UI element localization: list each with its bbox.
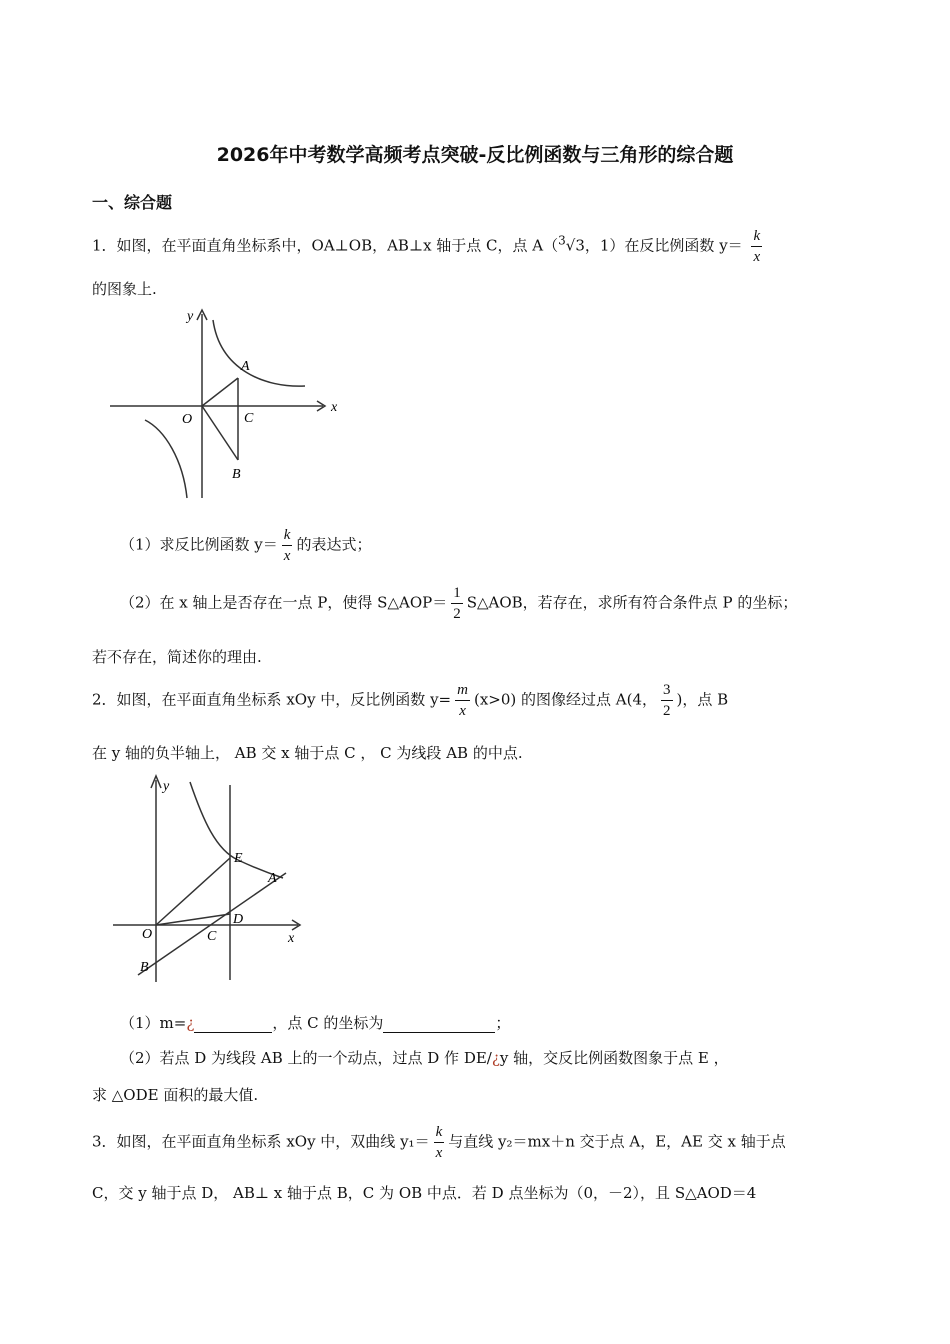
section-heading: 一、综合题	[92, 193, 173, 212]
q2-fraction: $\frac{m}{x}$	[457, 682, 468, 719]
q1-part2-cont: 若不存在，简述你的理由.	[92, 648, 262, 666]
page-title: 2026年中考数学高频考点突破-反比例函数与三角形的综合题	[216, 144, 734, 166]
q1-p2-fraction: $\frac{1}{2}$	[453, 585, 461, 622]
q1-part2: （2）在 x 轴上是否存在一点 P，使得 S△AOP＝ $\frac{1}{2}$ S△AOB，若存在，求所有符合条件点 P 的坐标；	[120, 585, 798, 622]
fig1-c-label: C	[244, 411, 254, 426]
q1-line2: 的图象上.	[92, 280, 157, 298]
q3-line2: C，交 y 轴于点 D， AB⊥ x 轴于点 B，C 为 OB 中点．若 D 点坐标为（0，－2），且 S△AOD＝4	[92, 1184, 757, 1202]
fig2-e-label: E	[234, 851, 243, 866]
q1-part1: （1）求反比例函数 y＝ $\frac{k}{x}$ 的表达式；	[120, 527, 372, 564]
fig1-a-label: A	[241, 359, 250, 374]
fig2-o-label: O	[142, 927, 153, 942]
q2-a-fraction: $\frac{3}{2}$	[663, 682, 671, 719]
q2-part1: （1）m=¿ ，点 C 的坐标为 ；	[120, 1014, 511, 1032]
fig2-c-label: C	[207, 929, 217, 944]
q3-line1: 3．如图，在平面直角坐标系 xOy 中，双曲线 y₁＝ $\frac{k}{x}$ 与直线 y₂＝mx＋n 交于点 A，E，AE 交 x 轴于点	[92, 1124, 786, 1161]
q2-figure	[108, 770, 308, 985]
q2-line2: 在 y 轴的负半轴上， AB 交 x 轴于点 C ， C 为线段 AB 的中点.	[92, 744, 523, 762]
fig1-o-label: O	[182, 412, 193, 427]
q1-line1: 1．如图，在平面直角坐标系中，OA⊥OB，AB⊥x 轴于点 C，点 A（$^3$√3，1）在反比例函数 y＝ $\frac{k}{x}$	[92, 228, 761, 265]
q1-p1-fraction: $\frac{k}{x}$	[283, 527, 291, 564]
q2-part2: （2）若点 D 为线段 AB 上的一个动点，过点 D 作 DE/¿y 轴，交反比例函数图象于点 E ，	[120, 1049, 729, 1067]
q1-fraction: $\frac{k}{x}$	[753, 228, 761, 265]
q2-blank-m	[194, 1014, 272, 1033]
fig2-x-label: x	[288, 931, 295, 946]
fig2-a-label: A	[268, 871, 277, 886]
q2-line1: 2．如图，在平面直角坐标系 xOy 中，反比例函数 y= $\frac{m}{x}$ (x>0) 的图像经过点 A(4， $\frac{3}{2}$ )，点 B	[92, 682, 729, 719]
q1-figure	[105, 300, 355, 505]
q1-root: √3	[565, 236, 585, 255]
fig2-d-label: D	[233, 912, 244, 927]
fig1-b-label: B	[232, 467, 241, 482]
fig1-x-label: x	[331, 400, 338, 415]
q2-blank-c	[383, 1014, 495, 1033]
q3-fraction: $\frac{k}{x}$	[435, 1124, 443, 1161]
fig2-b-label: B	[140, 960, 149, 975]
q2-part2-cont: 求 △ODE 面积的最大值.	[92, 1086, 259, 1104]
q1-text-b: ，1）在反比例函数 y＝	[584, 236, 743, 255]
fig1-y-label: y	[187, 309, 194, 324]
fig2-y-label: y	[163, 779, 170, 794]
q1-text-a: 1．如图，在平面直角坐标系中，OA⊥OB，AB⊥x 轴于点 C，点 A（	[92, 236, 559, 255]
